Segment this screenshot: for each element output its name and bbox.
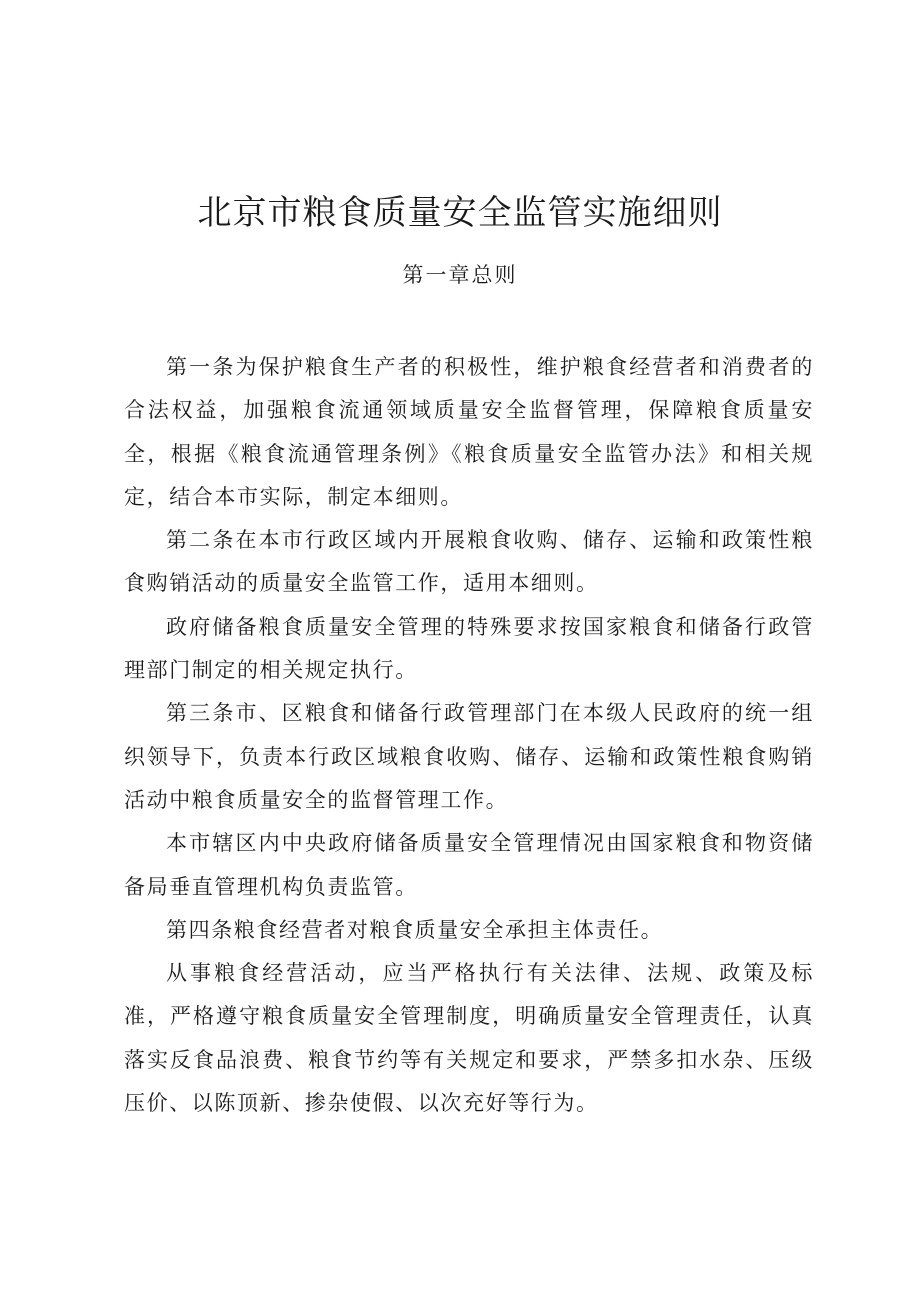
paragraph-business-activity: 从事粮食经营活动，应当严格执行有关法律、法规、政策及标准，严格遵守粮食质量安全管理制度，明确质量安全管理责任，认真落实反食品浪费、粮食节约等有关规定和要求，严禁多扣水杂、压级压价、以陈顶新、掺杂使假、以次充好等行为。: [124, 961, 814, 1116]
chapter-heading: 第一章总则: [402, 263, 518, 287]
paragraph-article-2: 第二条在本市行政区域内开展粮食收购、储存、运输和政策性粮食购销活动的质量安全监管工作，适用本细则。: [124, 528, 814, 596]
paragraph-article-4: 第四条粮食经营者对粮食质量安全承担主体责任。: [166, 917, 664, 942]
paragraph-article-1: 第一条为保护粮食生产者的积极性，维护粮食经营者和消费者的合法权益，加强粮食流通领域质量安全监督管理，保障粮食质量安全，根据《粮食流通管理条例》《粮食质量安全监管办法》和相关规定，结合本市实际，制定本细则。: [124, 355, 814, 509]
paragraph-central-reserve: 本市辖区内中央政府储备质量安全管理情况由国家粮食和物资储备局垂直管理机构负责监管。: [124, 831, 814, 899]
document-title: 北京市粮食质量安全监管实施细则: [197, 192, 723, 233]
document-body: [124, 346, 814, 1125]
paragraph-reserve-grain: 政府储备粮食质量安全管理的特殊要求按国家粮食和储备行政管理部门制定的相关规定执行。: [124, 614, 814, 683]
paragraph-article-3: 第三条市、区粮食和储备行政管理部门在本级人民政府的统一组织领导下，负责本行政区域粮食收购、储存、运输和政策性粮食购销活动中粮食质量安全的监督管理工作。: [124, 701, 814, 812]
